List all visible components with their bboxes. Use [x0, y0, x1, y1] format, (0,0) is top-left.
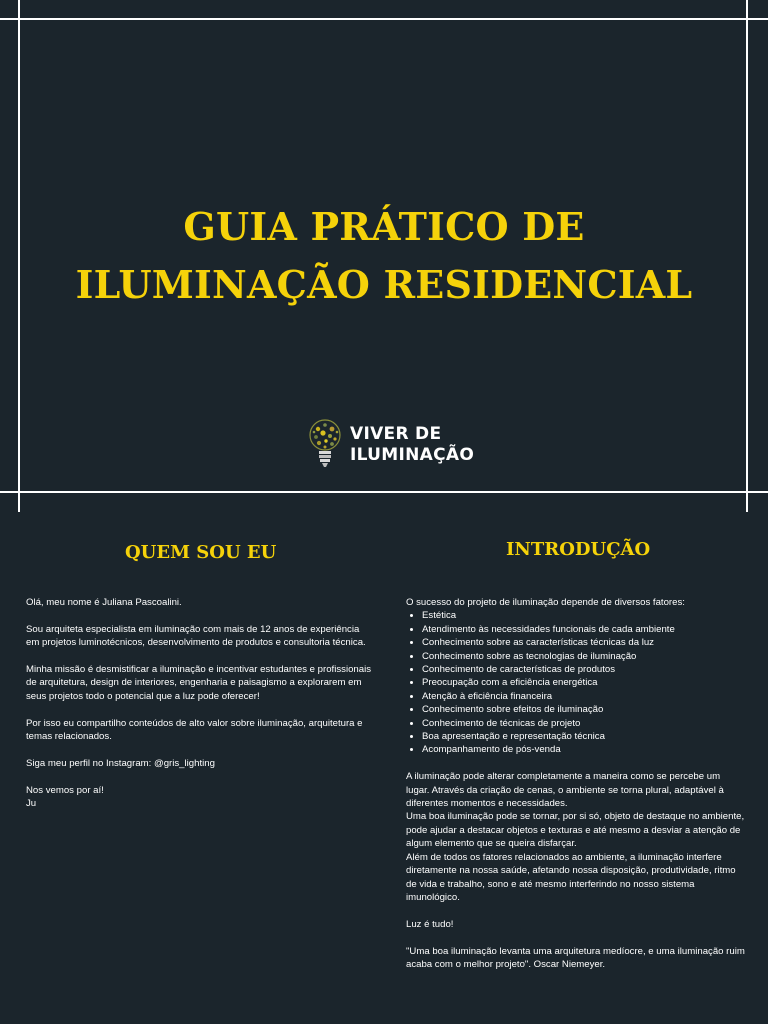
- factors-list: [406, 609, 746, 756]
- about-paragraph: Sou arquiteta especialista em iluminação com mais de 12 anos de experiência em projetos luminotécnicos, desenvolvimento de produtos e consultoria técnica.: [26, 623, 366, 649]
- about-paragraph: Por isso eu compartilho conteúdos de alto valor sobre iluminação, arquitetura e temas relacionados.: [26, 717, 363, 743]
- lightbulb-icon: [306, 418, 344, 470]
- intro-closing: Luz é tudo!: [406, 918, 454, 930]
- factor-item: • Conhecimento sobre as características técnicas da luz: [422, 636, 746, 649]
- instagram-text: Siga meu perfil no Instagram: @gris_lighting: [26, 757, 215, 769]
- brand-logo: [306, 418, 475, 470]
- logo-line2: ILUMINAÇÃO: [350, 445, 475, 465]
- about-column: [26, 596, 371, 810]
- intro-heading: INTRODUÇÃO: [506, 539, 651, 560]
- logo-wordmark: [350, 424, 474, 466]
- intro-body-line: Além de todos os fatores relacionados ao ambiente, a iluminação interfere diretamente na nossa saúde, afetando nossa disposição, produtividade, ritmo de vida e trabalho, sono e até mesmo interferindo no nosso sistema imunológico.: [406, 851, 736, 903]
- signoff-line2: Ju: [26, 798, 37, 810]
- factor-item: • Conhecimento de técnicas de projeto: [422, 717, 746, 730]
- intro-body-line: A iluminação pode alterar completamente a maneira como se percebe um lugar. Através da criação de cenas, o ambiente se torna plural, adaptável à diferentes momentos e necessidades.: [406, 771, 724, 810]
- factor-item: • Conhecimento sobre efeitos de iluminação: [422, 703, 746, 716]
- factor-item: • Conhecimento sobre as tecnologias de iluminação: [422, 650, 746, 663]
- cover-title-line1: GUIA PRÁTICO DE: [183, 204, 585, 249]
- factor-item: • Boa apresentação e representação técnica: [422, 730, 746, 743]
- cover-title: [0, 198, 768, 314]
- factor-item: • Atendimento às necessidades funcionais de cada ambiente: [422, 623, 746, 636]
- intro-body-line: Uma boa iluminação pode se tornar, por si só, objeto de destaque no ambiente, pode ajudar a destacar objetos e texturas e até mesmo a desviar a atenção de algum elemento que se queira disfarçar.: [406, 811, 745, 850]
- signoff-line1: Nos vemos por aí!: [26, 784, 104, 796]
- factor-item: • Conhecimento de características de produtos: [422, 663, 746, 676]
- about-paragraph: Minha missão é desmistificar a iluminação e incentivar estudantes e profissionais de arquitetura, design de interiores, engenharia e paisagismo a explorarem em seus projetos todo o potencial que a luz pode oferecer!: [26, 664, 372, 702]
- frame-line-top: [0, 18, 768, 20]
- factor-item: • Acompanhamento de pós-venda: [422, 743, 746, 756]
- about-heading: QUEM SOU EU: [125, 542, 277, 563]
- intro-column: [406, 596, 746, 985]
- logo-line1: VIVER DE: [350, 424, 442, 444]
- factor-item: • Preocupação com a eficiência energética: [422, 676, 746, 689]
- factor-item: • Atenção à eficiência financeira: [422, 690, 746, 703]
- intro-lead: O sucesso do projeto de iluminação depende de diversos fatores:: [406, 597, 685, 608]
- frame-line-bottom: [0, 491, 768, 493]
- cover-title-line2: ILUMINAÇÃO RESIDENCIAL: [75, 262, 693, 307]
- about-paragraph: Olá, meu nome é Juliana Pascoalini.: [26, 597, 182, 608]
- intro-quote: "Uma boa iluminação levanta uma arquitetura medíocre, e uma iluminação ruim acaba com o melhor projeto". Oscar Niemeyer.: [406, 945, 745, 970]
- factor-item: • Estética: [422, 609, 746, 622]
